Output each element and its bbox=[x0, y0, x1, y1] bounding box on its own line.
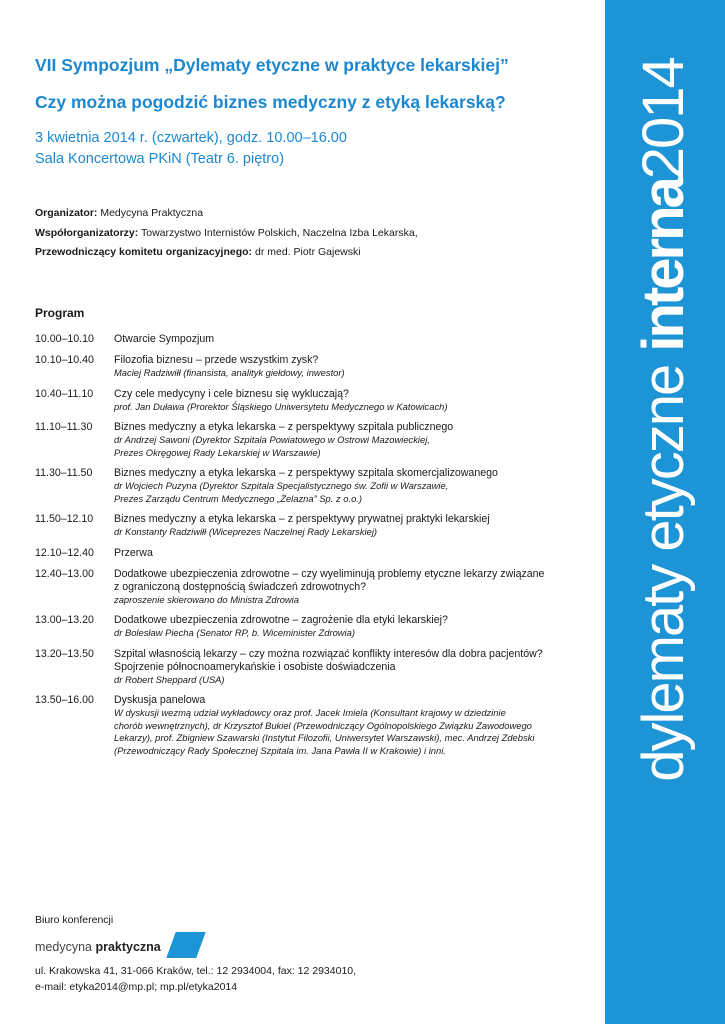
program-body bbox=[114, 354, 595, 380]
program-time: 11.10–11.30 bbox=[35, 421, 93, 433]
program-time: 11.30–11.50 bbox=[35, 467, 93, 479]
program-body bbox=[114, 388, 595, 414]
organizer-value: dr med. Piotr Gajewski bbox=[252, 246, 361, 258]
bureau-label: Biuro konferencji bbox=[35, 914, 114, 926]
program-body bbox=[114, 333, 595, 346]
program-title: Otwarcie Sympozjum bbox=[114, 333, 215, 345]
event-venue: Sala Koncertowa PKiN (Teatr 6. piętro) bbox=[35, 151, 285, 167]
logo-word-bold: praktyczna bbox=[95, 940, 161, 954]
sidebar-year: 2014 bbox=[631, 58, 696, 180]
organizer-label: Współorganizatorzy: bbox=[35, 226, 139, 239]
logo-mark-icon bbox=[166, 932, 205, 958]
program-body bbox=[114, 547, 595, 560]
program-body bbox=[114, 694, 595, 757]
program-speaker: prof. Jan Duława (Prorektor Śląskiego Uniwersytetu Medycznego w Katowicach) bbox=[114, 400, 448, 412]
organizer-label: Organizator: bbox=[35, 207, 98, 219]
program-time: 13.50–16.00 bbox=[35, 694, 94, 706]
logo-wordmark bbox=[35, 940, 161, 954]
event-date: 3 kwietnia 2014 r. (czwartek), godz. 10.00–16.00 bbox=[35, 130, 347, 146]
organizer-line bbox=[35, 224, 418, 244]
program-row bbox=[35, 648, 595, 687]
contact-line: e-mail: etyka2014@mp.pl; mp.pl/etyka2014 bbox=[35, 981, 238, 993]
program-speaker: zaproszenie skierowano do Ministra Zdrowia bbox=[114, 593, 299, 605]
program-title: Czy cele medycyny i cele biznesu się wykluczają? bbox=[114, 387, 349, 400]
logo-word-light: medycyna bbox=[35, 940, 96, 954]
program-title: Biznes medyczny a etyka lekarska – z perspektywy szpitala skomercjalizowanego bbox=[114, 467, 498, 479]
medycyna-praktyczna-logo bbox=[35, 930, 205, 958]
program-title: Dyskusja panelowa bbox=[114, 694, 206, 706]
sidebar-word-bold: interna bbox=[631, 179, 696, 352]
program-time: 12.10–12.40 bbox=[35, 546, 94, 559]
page-title: VII Sympozjum „Dylematy etyczne w praktyce lekarskiej” bbox=[35, 55, 509, 75]
program-row bbox=[35, 421, 595, 459]
program-body bbox=[114, 467, 595, 505]
program-speaker: W dyskusji wezmą udział wykładowcy oraz prof. Jacek Imiela (Konsultant krajowy w dziedzinie chorób wewnętrznych), dr Krzysztof Bukiel (Przewodniczący Ogólnopolskiego Związku Zawodowego Lekarzy), prof. Zbigniew Szawarski (Instytut Filozofii, Uniwersytet Warszawski), mec. Andrzej Zdebski (Przewodniczący Rady Społecznej Szpitala im. Jana Pawła II w Krakowie) i inni. bbox=[114, 707, 535, 756]
organizer-line bbox=[35, 204, 418, 224]
event-info bbox=[35, 128, 347, 170]
organizer-line bbox=[35, 243, 418, 263]
program-row bbox=[35, 354, 595, 380]
program-body bbox=[114, 568, 595, 607]
program-row bbox=[35, 388, 595, 414]
organizers-block bbox=[35, 204, 418, 263]
program-title: Dodatkowe ubezpieczenia zdrowotne – zagrożenie dla etyki lekarskiej? bbox=[114, 614, 448, 626]
program-time: 13.20–13.50 bbox=[35, 647, 94, 660]
program-title: Filozofia biznesu – przede wszystkim zysk? bbox=[114, 354, 319, 366]
program-list bbox=[35, 333, 595, 765]
organizer-value: Medycyna Praktyczna bbox=[97, 207, 204, 219]
program-body bbox=[114, 513, 595, 539]
contact-block bbox=[35, 963, 356, 995]
program-title: Przerwa bbox=[114, 546, 153, 559]
program-title: Biznes medyczny a etyka lekarska – z perspektywy szpitala publicznego bbox=[114, 421, 454, 433]
sidebar-word-light: dylematy etyczne bbox=[631, 351, 696, 782]
address-line: ul. Krakowska 41, 31-066 Kraków, tel.: 12 2934004, fax: 12 2934010, bbox=[35, 965, 357, 977]
program-row bbox=[35, 614, 595, 640]
program-heading: Program bbox=[35, 306, 85, 320]
program-speaker: dr Robert Sheppard (USA) bbox=[114, 673, 225, 685]
program-time: 10.40–11.10 bbox=[35, 387, 94, 400]
program-time: 11.50–12.10 bbox=[35, 513, 94, 525]
program-row bbox=[35, 513, 595, 539]
program-row bbox=[35, 694, 595, 757]
program-speaker: Maciej Radziwiłł (finansista, analityk giełdowy, inwestor) bbox=[114, 367, 345, 378]
program-body bbox=[114, 614, 595, 640]
organizer-value: Towarzystwo Internistów Polskich, Naczelna Izba Lekarska, bbox=[138, 226, 418, 239]
page-subtitle: Czy można pogodzić biznes medyczny z etyką lekarską? bbox=[35, 92, 506, 112]
program-row bbox=[35, 568, 595, 607]
program-time: 12.40–13.00 bbox=[35, 567, 94, 580]
program-row bbox=[35, 333, 595, 346]
program-speaker: dr Konstanty Radziwiłł (Wiceprezes Naczelnej Rady Lekarskiej) bbox=[114, 526, 378, 537]
program-time: 10.00–10.10 bbox=[35, 333, 94, 345]
program-title: Biznes medyczny a etyka lekarska – z perspektywy prywatnej praktyki lekarskiej bbox=[114, 513, 490, 525]
program-title: Dodatkowe ubezpieczenia zdrowotne – czy wyeliminują problemy etyczne lekarzy związane z ograniczoną dostępnością świadczeń zdrowotnych? bbox=[114, 567, 545, 593]
program-title: Szpital własnością lekarzy – czy można rozwiązać konflikty interesów dla dobra pacjentów? Spojrzenie północnoamerykańskie i osobiste doświadczenia bbox=[114, 647, 543, 673]
program-time: 10.10–10.40 bbox=[35, 354, 94, 366]
program-speaker: dr Andrzej Sawoni (Dyrektor Szpitala Powiatowego w Ostrowi Mazowieckiej, Prezes Okręgowej Rady Lekarskiej w Warszawie) bbox=[114, 434, 430, 458]
sidebar-vertical-title bbox=[631, 58, 696, 782]
program-speaker: dr Bolesław Piecha (Senator RP, b. Wiceminister Zdrowia) bbox=[114, 627, 355, 638]
program-row bbox=[35, 467, 595, 505]
program-speaker: dr Wojciech Puzyna (Dyrektor Szpitala Specjalistycznego św. Zofii w Warszawie, Prezes Zarządu Centrum Medycznego „Żelazna” Sp. z o.o.) bbox=[114, 480, 449, 504]
program-row bbox=[35, 547, 595, 560]
program-body bbox=[114, 648, 595, 687]
program-time: 13.00–13.20 bbox=[35, 614, 94, 626]
program-body bbox=[114, 421, 595, 459]
organizer-label: Przewodniczący komitetu organizacyjnego: bbox=[35, 246, 253, 258]
